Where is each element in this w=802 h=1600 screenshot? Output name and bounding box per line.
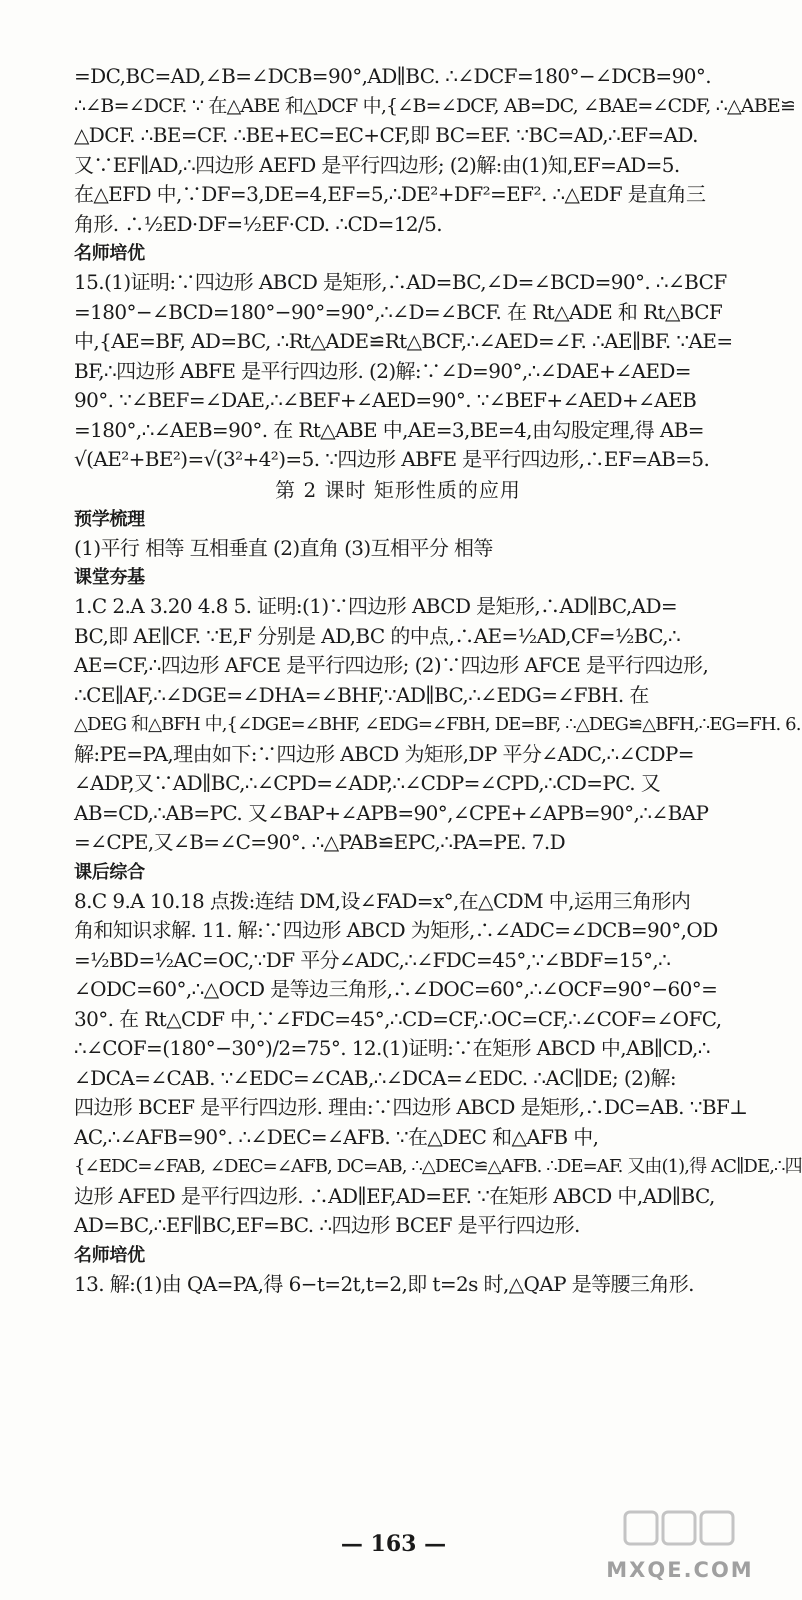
text-line: =DC,BC=AD,∠B=∠DCB=90°,AD∥BC. ∴∠DCF=180°−∠DCB=90°. bbox=[74, 64, 711, 88]
text-line: △DEG 和△BFH 中,{∠DGE=∠BHF, ∠EDG=∠FBH, DE=BF, ∴△DEG≌△BFH,∴EG=FH. 6. bbox=[74, 714, 801, 735]
answer-text-body bbox=[74, 62, 802, 1299]
text-line: 在△EFD 中,∵DF=3,DE=4,EF=5,∴DE²+DF²=EF². ∴△EDF 是直角三 bbox=[74, 182, 706, 206]
text-line: 30°. 在 Rt△CDF 中,∵∠FDC=45°,∴CD=CF,∴OC=CF,∴∠COF=∠OFC, bbox=[74, 1006, 722, 1031]
text-line: ∴∠B=∠DCF. ∵ 在△ABE 和△DCF 中,{∠B=∠DCF, AB=DC, ∠BAE=∠CDF, ∴△ABE≌ bbox=[74, 94, 796, 117]
text-line: 8.C 9.A 10.18 点拨:连结 DM,设∠FAD=x°,在△CDM 中,运用三角形内 bbox=[74, 888, 691, 913]
text-line: 90°. ∵∠BEF=∠DAE,∴∠BEF+∠AED=90°. ∵∠BEF+∠AED+∠AEB bbox=[74, 388, 697, 412]
text-line: AC,∴∠AFB=90°. ∴∠DEC=∠AFB. ∵在△DEC 和△AFB 中, bbox=[74, 1124, 599, 1149]
text-line: (1)平行 相等 互相垂直 (2)直角 (3)互相平分 相等 bbox=[74, 535, 493, 560]
text-line: =180°,∴∠AEB=90°. 在 Rt△ABE 中,AE=3,BE=4,由勾股定理,得 AB= bbox=[74, 417, 704, 442]
text-line: 角形. ∴½ED·DF=½EF·CD. ∴CD=12/5. bbox=[74, 211, 443, 236]
text-line: ∴∠COF=(180°−30°)/2=75°. 12.(1)证明:∵在矩形 ABCD 中,AB∥CD,∴ bbox=[74, 1036, 710, 1060]
text-line: ∠DCA=∠CAB. ∵∠EDC=∠CAB,∴∠DCA=∠EDC. ∴AC∥DE; (2)解: bbox=[74, 1065, 676, 1090]
section-heading: 名师培优 bbox=[74, 1244, 145, 1266]
page-number: — 163 — bbox=[340, 1531, 447, 1557]
text-line: △DCF. ∴BE=CF. ∴BE+EC=EC+CF,即 BC=EF. ∵BC=AD,∴EF=AD. bbox=[74, 123, 698, 147]
text-line: √(AE²+BE²)=√(3²+4²)=5. ∵四边形 ABFE 是平行四边形,∴EF=AB=5. bbox=[74, 447, 710, 471]
text-line: AB=CD,∴AB=PC. 又∠BAP+∠APB=90°,∠CPE+∠APB=90°,∴∠BAP bbox=[74, 800, 709, 825]
text-line: 又∵EF∥AD,∴四边形 AEFD 是平行四边形; (2)解:由(1)知,EF=AD=5. bbox=[74, 152, 680, 177]
section-heading: 课堂夯基 bbox=[74, 567, 145, 588]
text-line: 解:PE=PA,理由如下:∵四边形 ABCD 为矩形,DP 平分∠ADC,∴∠CDP= bbox=[74, 741, 694, 766]
text-line: 角和知识求解. 11. 解:∵四边形 ABCD 为矩形,∴∠ADC=∠DCB=90°,OD bbox=[74, 918, 718, 942]
text-line: 13. 解:(1)由 QA=PA,得 6−t=2t,t=2,即 t=2s 时,△QAP 是等腰三角形. bbox=[74, 1271, 694, 1296]
text-line: =∠CPE,又∠B=∠C=90°. ∴△PAB≌EPC,∴PA=PE. 7.D bbox=[74, 830, 566, 854]
text-line: 1.C 2.A 3.20 4.8 5. 证明:(1)∵四边形 ABCD 是矩形,∴AD∥BC,AD= bbox=[74, 594, 678, 618]
text-line: BF,∴四边形 ABFE 是平行四边形. (2)解:∵∠D=90°,∴∠DAE+∠AED= bbox=[74, 358, 691, 383]
text-line: 15.(1)证明:∵四边形 ABCD 是矩形,∴AD=BC,∠D=∠BCD=90°. ∴∠BCF bbox=[74, 270, 727, 294]
section-heading: 预学梳理 bbox=[74, 508, 145, 530]
section-heading: 名师培优 bbox=[74, 243, 145, 264]
text-line: ∴CE∥AF,∴∠DGE=∠DHA=∠BHF,∵AD∥BC,∴∠EDG=∠FBH. 在 bbox=[74, 682, 649, 707]
text-line: {∠EDC=∠FAB, ∠DEC=∠AFB, DC=AB, ∴△DEC≌△AFB. ∴DE=AF. 又由(1),得 AC∥DE,∴四 bbox=[74, 1156, 802, 1177]
text-line: AD=BC,∴EF∥BC,EF=BC. ∴四边形 BCEF 是平行四边形. bbox=[74, 1213, 580, 1237]
text-line: ∠ADP,又∵AD∥BC,∴∠CPD=∠ADP,∴∠CDP=∠CPD,∴CD=PC. 又 bbox=[74, 771, 661, 795]
text-line: BC,即 AE∥CF. ∵E,F 分别是 AD,BC 的中点,∴AE=½AD,CF=½BC,∴ bbox=[74, 623, 681, 648]
text-line: 边形 AFED 是平行四边形. ∴AD∥EF,AD=EF. ∵在矩形 ABCD 中,AD∥BC, bbox=[74, 1183, 715, 1208]
text-line: AE=CF,∴四边形 AFCE 是平行四边形; (2)∵四边形 AFCE 是平行四边形, bbox=[74, 653, 709, 677]
text-line: 中,{AE=BF, AD=BC, ∴Rt△ADE≌Rt△BCF,∴∠AED=∠F. ∴AE∥BF. ∵AE= bbox=[74, 329, 733, 353]
text-line: =180°−∠BCD=180°−90°=90°,∴∠D=∠BCF. 在 Rt△ADE 和 Rt△BCF bbox=[74, 299, 723, 324]
text-line: 四边形 BCEF 是平行四边形. 理由:∵四边形 ABCD 是矩形,∴DC=AB. ∵BF⊥ bbox=[74, 1095, 748, 1119]
section-heading: 课后综合 bbox=[74, 861, 145, 883]
text-line: ∠ODC=60°,∴△OCD 是等边三角形,∴∠DOC=60°,∴∠OCF=90°−60°= bbox=[74, 977, 718, 1001]
watermark-logo bbox=[595, 1508, 765, 1584]
lesson-title: 第 2 课时 矩形性质的应用 bbox=[275, 477, 521, 502]
text-line: =½BD=½AC=OC,∵DF 平分∠ADC,∴∠FDC=45°,∵∠BDF=15°,∴ bbox=[74, 947, 671, 972]
watermark-text: MXQE.COM bbox=[606, 1558, 754, 1582]
